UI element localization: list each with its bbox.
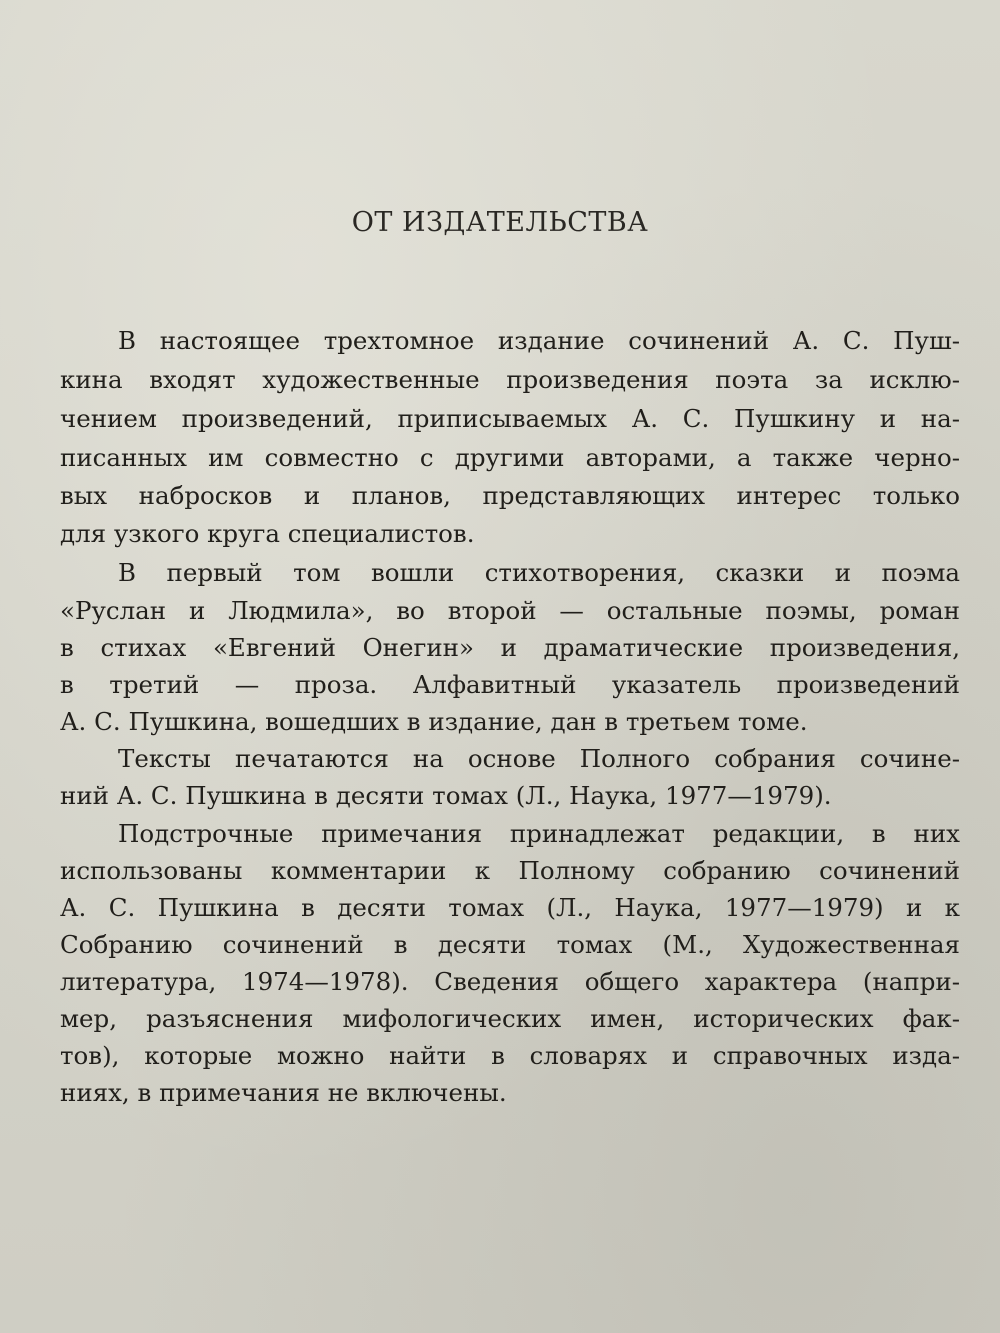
text-line: мер, разъяснения мифологических имен, исторических фак- xyxy=(60,1004,960,1033)
text-line: литература, 1974—1978). Сведения общего характера (напри- xyxy=(60,967,960,996)
text-line: кина входят художественные произведения поэта за исклю- xyxy=(60,365,960,394)
text-line: ниях, в примечания не включены. xyxy=(60,1078,507,1107)
page-heading: ОТ ИЗДАТЕЛЬСТВА xyxy=(351,207,649,238)
text-line: в стихах «Евгений Онегин» и драматические произведения, xyxy=(60,633,960,662)
text-line: А. С. Пушкина в десяти томах (Л., Наука, 1977—1979) и к xyxy=(60,893,960,922)
text-line: чением произведений, приписываемых А. С. Пушкину и на- xyxy=(60,404,960,433)
text-line: ний А. С. Пушкина в десяти томах (Л., Наука, 1977—1979). xyxy=(60,781,832,810)
text-line: тов), которые можно найти в словарях и справочных изда- xyxy=(60,1041,960,1070)
text-line: писанных им совместно с другими авторами, а также черно- xyxy=(60,443,960,472)
text-line: Подстрочные примечания принадлежат редакции, в них xyxy=(118,819,960,848)
text-line: для узкого круга специалистов. xyxy=(60,519,475,548)
text-line: А. С. Пушкина, вошедших в издание, дан в третьем томе. xyxy=(60,707,808,736)
text-line: «Руслан и Людмила», во второй — остальные поэмы, роман xyxy=(60,596,960,625)
text-line: вых набросков и планов, представляющих интерес только xyxy=(60,481,960,510)
text-line: Тексты печатаются на основе Полного собрания сочине- xyxy=(118,744,960,773)
text-line: В первый том вошли стихотворения, сказки и поэма xyxy=(118,558,960,587)
text-line: в третий — проза. Алфавитный указатель произведений xyxy=(60,670,960,699)
text-line: использованы комментарии к Полному собранию сочинений xyxy=(60,856,960,885)
text-line: В настоящее трехтомное издание сочинений А. С. Пуш- xyxy=(118,326,960,355)
text-line: Собранию сочинений в десяти томах (М., Художественная xyxy=(60,930,960,959)
